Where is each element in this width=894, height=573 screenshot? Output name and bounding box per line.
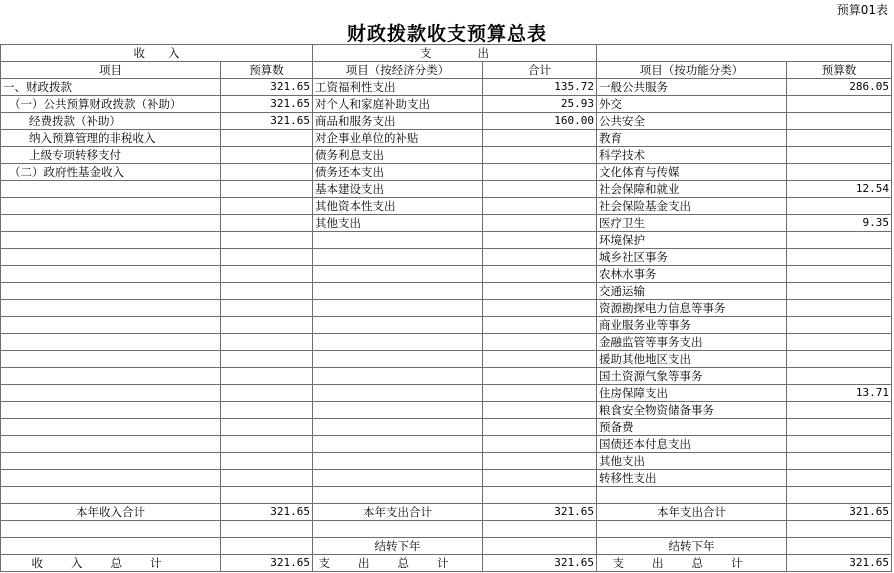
econ-value: 160.00: [483, 113, 597, 130]
func-value: 9.35: [787, 215, 892, 232]
func-value: [787, 470, 892, 487]
econ-item: [313, 317, 483, 334]
func-item: 国土资源气象等事务: [597, 368, 787, 385]
func-value: [787, 198, 892, 215]
income-item: 一、财政拨款: [1, 79, 221, 96]
func-item: 粮食安全物资储备事务: [597, 402, 787, 419]
econ-item: 对个人和家庭补助支出: [313, 96, 483, 113]
func-item: 教育: [597, 130, 787, 147]
func-value: [787, 130, 892, 147]
income-value: [221, 215, 313, 232]
econ-item: [313, 487, 483, 504]
table-row: [1, 300, 892, 317]
income-total-value: 321.65: [221, 504, 313, 521]
func-value: [787, 147, 892, 164]
table-row: [1, 113, 892, 130]
table-row: [1, 130, 892, 147]
econ-item: [313, 266, 483, 283]
income-value: 321.65: [221, 79, 313, 96]
econ-value: [483, 351, 597, 368]
func-item: 社会保险基金支出: [597, 198, 787, 215]
econ-item: [313, 351, 483, 368]
income-header: 收 入: [1, 45, 313, 62]
income-value: [221, 249, 313, 266]
income-value: [221, 147, 313, 164]
func-value: [787, 351, 892, 368]
table-row: [1, 334, 892, 351]
econ-value: [483, 300, 597, 317]
table-row: [1, 147, 892, 164]
income-item: [1, 334, 221, 351]
table-row: [1, 79, 892, 96]
income-item: （一）公共预算财政拨款（补助）: [1, 96, 221, 113]
carry-label-2: 结转下年: [597, 538, 787, 555]
table-row: [1, 198, 892, 215]
func-item: 农林水事务: [597, 266, 787, 283]
grand-expense-value-2: 321.65: [787, 555, 892, 572]
func-value: [787, 283, 892, 300]
econ-value: [483, 215, 597, 232]
econ-value: [483, 198, 597, 215]
func-item: [597, 487, 787, 504]
income-item: [1, 300, 221, 317]
income-item: [1, 385, 221, 402]
func-item: 转移性支出: [597, 470, 787, 487]
func-value: [787, 232, 892, 249]
empty-row: [1, 521, 892, 538]
econ-item: [313, 368, 483, 385]
econ-value: [483, 147, 597, 164]
func-value: 286.05: [787, 79, 892, 96]
table-row: [1, 402, 892, 419]
expense-total-label: 本年支出合计: [313, 504, 483, 521]
econ-value: [483, 453, 597, 470]
econ-item: [313, 300, 483, 317]
econ-value: [483, 334, 597, 351]
income-item: [1, 453, 221, 470]
econ-item: [313, 453, 483, 470]
income-item: [1, 249, 221, 266]
col-func: 项目（按功能分类）: [597, 62, 787, 79]
income-item: [1, 368, 221, 385]
econ-value: [483, 249, 597, 266]
col-budget2: 预算数: [787, 62, 892, 79]
econ-item: 基本建设支出: [313, 181, 483, 198]
income-total-label: 本年收入合计: [1, 504, 221, 521]
func-item: 商业服务业等事务: [597, 317, 787, 334]
func-item: 社会保障和就业: [597, 181, 787, 198]
grand-total-row: [1, 555, 892, 572]
func-item: 公共安全: [597, 113, 787, 130]
func-item: 住房保障支出: [597, 385, 787, 402]
table-row: [1, 453, 892, 470]
header-row-2: [1, 62, 892, 79]
col-budget: 预算数: [221, 62, 313, 79]
func-item: 科学技术: [597, 147, 787, 164]
econ-value: [483, 181, 597, 198]
col-total: 合计: [483, 62, 597, 79]
income-value: [221, 368, 313, 385]
func-value: [787, 317, 892, 334]
income-item: [1, 232, 221, 249]
econ-value: [483, 283, 597, 300]
income-item: [1, 487, 221, 504]
income-value: 321.65: [221, 96, 313, 113]
income-item: [1, 215, 221, 232]
econ-item: 债务利息支出: [313, 147, 483, 164]
econ-value: [483, 385, 597, 402]
func-item: 金融监管等事务支出: [597, 334, 787, 351]
grand-income-label: 收入总计: [1, 555, 221, 572]
func-item: 交通运输: [597, 283, 787, 300]
econ-value: 25.93: [483, 96, 597, 113]
total-row: [1, 504, 892, 521]
expense-total-label-2: 本年支出合计: [597, 504, 787, 521]
func-item: 文化体育与传媒: [597, 164, 787, 181]
func-value: [787, 436, 892, 453]
income-item: 经费拨款（补助）: [1, 113, 221, 130]
econ-item: 债务还本支出: [313, 164, 483, 181]
econ-value: [483, 317, 597, 334]
income-item: [1, 317, 221, 334]
func-value: [787, 419, 892, 436]
func-value: 13.71: [787, 385, 892, 402]
income-value: [221, 283, 313, 300]
func-value: [787, 402, 892, 419]
econ-item: 其他资本性支出: [313, 198, 483, 215]
func-item: 其他支出: [597, 453, 787, 470]
grand-expense-label-2: 支出总计: [597, 555, 787, 572]
econ-item: 其他支出: [313, 215, 483, 232]
carry-label: 结转下年: [313, 538, 483, 555]
table-row: [1, 266, 892, 283]
func-item: 外交: [597, 96, 787, 113]
func-value: [787, 487, 892, 504]
income-value: [221, 436, 313, 453]
table-row: [1, 368, 892, 385]
income-item: [1, 402, 221, 419]
func-item: 预备费: [597, 419, 787, 436]
income-value: [221, 487, 313, 504]
table-row: [1, 470, 892, 487]
func-item: 环境保护: [597, 232, 787, 249]
table-row: [1, 351, 892, 368]
income-item: （二）政府性基金收入: [1, 164, 221, 181]
income-value: [221, 198, 313, 215]
econ-item: [313, 419, 483, 436]
income-value: [221, 232, 313, 249]
table-row: [1, 232, 892, 249]
income-value: [221, 402, 313, 419]
func-item: 城乡社区事务: [597, 249, 787, 266]
econ-value: [483, 402, 597, 419]
grand-expense-label: 支出总计: [313, 555, 483, 572]
form-code: 预算01表: [836, 3, 888, 17]
expense-header-blank: [597, 45, 892, 62]
func-value: [787, 453, 892, 470]
income-value: [221, 317, 313, 334]
income-value: [221, 164, 313, 181]
income-value: [221, 453, 313, 470]
carry-row: [1, 538, 892, 555]
table-row: [1, 419, 892, 436]
table-row: [1, 215, 892, 232]
expense-header: 支 出: [313, 45, 597, 62]
econ-item: [313, 385, 483, 402]
income-item: [1, 283, 221, 300]
econ-item: [313, 402, 483, 419]
econ-item: [313, 436, 483, 453]
func-value: [787, 266, 892, 283]
func-value: [787, 113, 892, 130]
income-value: [221, 130, 313, 147]
income-item: [1, 351, 221, 368]
func-item: 一般公共服务: [597, 79, 787, 96]
grand-expense-value: 321.65: [483, 555, 597, 572]
econ-value: [483, 436, 597, 453]
table-row: [1, 487, 892, 504]
func-item: 资源勘探电力信息等事务: [597, 300, 787, 317]
func-item: 援助其他地区支出: [597, 351, 787, 368]
income-item: [1, 181, 221, 198]
income-value: [221, 266, 313, 283]
econ-value: [483, 164, 597, 181]
func-item: 国债还本付息支出: [597, 436, 787, 453]
income-item: [1, 470, 221, 487]
income-item: [1, 198, 221, 215]
econ-value: [483, 470, 597, 487]
income-item: 上级专项转移支付: [1, 147, 221, 164]
table-row: [1, 96, 892, 113]
econ-item: 工资福利性支出: [313, 79, 483, 96]
income-value: [221, 300, 313, 317]
income-item: 纳入预算管理的非税收入: [1, 130, 221, 147]
econ-value: [483, 266, 597, 283]
income-value: [221, 470, 313, 487]
econ-value: [483, 232, 597, 249]
budget-table: [0, 44, 892, 572]
col-econ: 项目（按经济分类）: [313, 62, 483, 79]
econ-item: [313, 249, 483, 266]
header-row-1: [1, 45, 892, 62]
econ-value: [483, 419, 597, 436]
table-row: [1, 283, 892, 300]
func-value: 12.54: [787, 181, 892, 198]
income-item: [1, 266, 221, 283]
income-value: 321.65: [221, 113, 313, 130]
table-row: [1, 164, 892, 181]
expense-total-value-2: 321.65: [787, 504, 892, 521]
func-item: 医疗卫生: [597, 215, 787, 232]
table-row: [1, 436, 892, 453]
table-row: [1, 317, 892, 334]
income-value: [221, 385, 313, 402]
econ-value: 135.72: [483, 79, 597, 96]
func-value: [787, 96, 892, 113]
econ-item: [313, 334, 483, 351]
income-value: [221, 351, 313, 368]
econ-value: [483, 130, 597, 147]
income-value: [221, 419, 313, 436]
func-value: [787, 249, 892, 266]
econ-item: 对企事业单位的补贴: [313, 130, 483, 147]
func-value: [787, 368, 892, 385]
econ-value: [483, 368, 597, 385]
table-row: [1, 385, 892, 402]
econ-item: [313, 470, 483, 487]
econ-item: [313, 232, 483, 249]
income-item: [1, 419, 221, 436]
income-value: [221, 334, 313, 351]
func-value: [787, 164, 892, 181]
page-title: 财政拨款收支预算总表: [346, 23, 547, 45]
table-row: [1, 249, 892, 266]
income-item: [1, 436, 221, 453]
econ-value: [483, 487, 597, 504]
grand-income-value: 321.65: [221, 555, 313, 572]
econ-item: 商品和服务支出: [313, 113, 483, 130]
table-row: [1, 181, 892, 198]
expense-total-value: 321.65: [483, 504, 597, 521]
income-value: [221, 181, 313, 198]
econ-item: [313, 283, 483, 300]
func-value: [787, 334, 892, 351]
col-item: 项目: [1, 62, 221, 79]
func-value: [787, 300, 892, 317]
